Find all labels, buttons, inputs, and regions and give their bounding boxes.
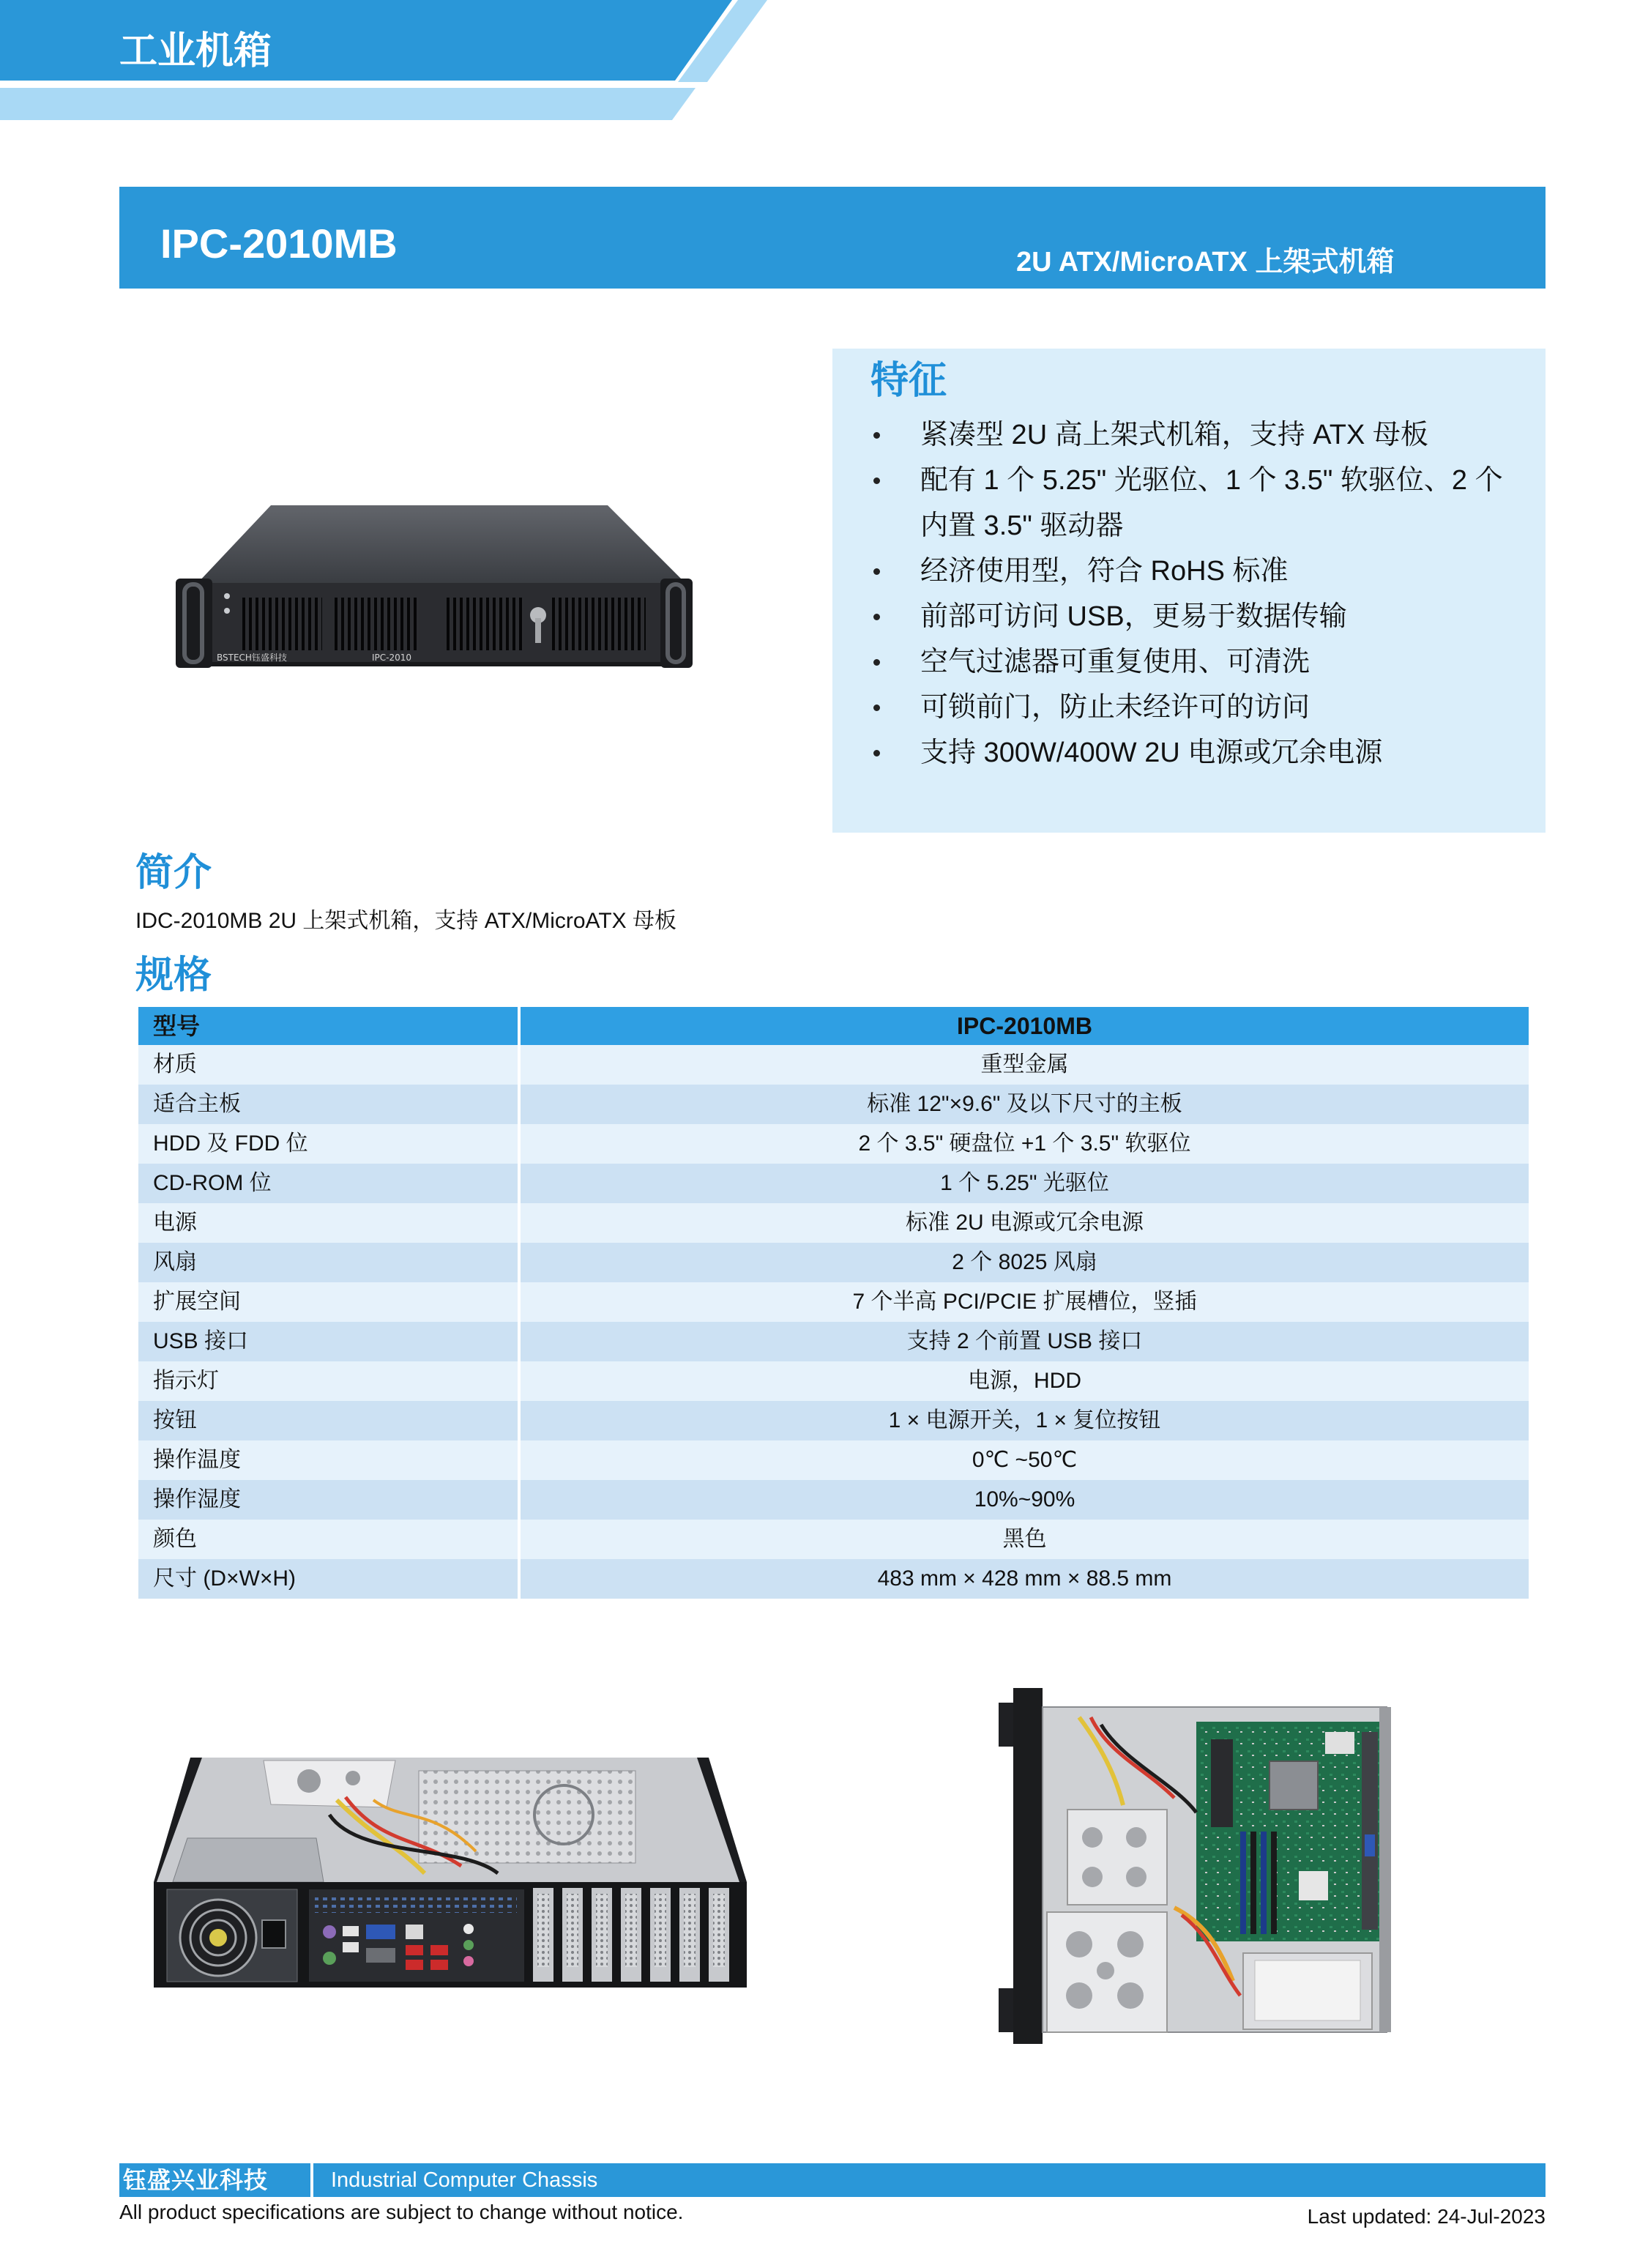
feature-item [860, 549, 1506, 594]
section-title: 工业机箱 [119, 30, 272, 72]
spec-row [138, 1203, 1529, 1243]
product-subtitle: 2U ATX/MicroATX 上架式机箱 [1016, 247, 1395, 278]
spec-row [138, 1520, 1529, 1559]
bullet-icon [873, 477, 880, 484]
footer-divider [310, 2163, 313, 2197]
feature-text: 空气过滤器可重复使用、可清洗 [920, 647, 1310, 677]
spec-label: 操作湿度 [138, 1480, 521, 1520]
spec-row [138, 1045, 1529, 1085]
intro-title: 简介 [135, 852, 212, 894]
spec-row [138, 1322, 1529, 1361]
spec-row [138, 1361, 1529, 1401]
spec-value: 2 个 3.5" 硬盘位 +1 个 3.5" 软驱位 [858, 1131, 1191, 1156]
feature-item [860, 639, 1506, 685]
bullet-icon [873, 750, 880, 756]
spec-value: 7 个半高 PCI/PCIE 扩展槽位，竖插 [852, 1290, 1197, 1314]
spec-label: CD-ROM 位 [138, 1164, 521, 1203]
spec-header-row [138, 1007, 1529, 1045]
spec-value: 支持 2 个前置 USB 接口 [906, 1329, 1143, 1353]
feature-item [860, 594, 1506, 639]
spec-value: 1 个 5.25" 光驱位 [940, 1171, 1109, 1195]
spec-value: 标准 12"×9.6" 及以下尺寸的主板 [867, 1092, 1182, 1116]
front-model-mark: IPC-2010 [372, 652, 412, 663]
spec-value: 10%~90% [974, 1487, 1075, 1512]
spec-row [138, 1243, 1529, 1282]
features-list [860, 412, 1506, 776]
feature-text: 经济使用型，符合 RoHS 标准 [920, 556, 1289, 587]
bullet-icon [873, 568, 880, 575]
spec-value: 1 × 电源开关，1 × 复位按钮 [888, 1408, 1161, 1432]
spec-label: 扩展空间 [138, 1282, 521, 1322]
product-model: IPC-2010MB [160, 220, 398, 267]
front-brand-mark: BSTECH钰盛科技 [217, 652, 287, 663]
feature-item [860, 412, 1506, 458]
interior-chassis-photo [999, 1688, 1394, 2044]
spec-value: 标准 2U 电源或冗余电源 [905, 1211, 1144, 1235]
spec-label: 电源 [138, 1203, 521, 1243]
header-banner [0, 0, 776, 124]
feature-text: 可锁前门，防止未经许可的访问 [920, 692, 1310, 723]
spec-label: HDD 及 FDD 位 [138, 1124, 521, 1164]
footer-disclaimer: All product specifications are subject to change without notice. [119, 2201, 684, 2223]
spec-value: 483 mm × 428 mm × 88.5 mm [877, 1566, 1172, 1591]
spec-label: 按钮 [138, 1401, 521, 1440]
rear-chassis-photo [154, 1756, 747, 1990]
bullet-icon [873, 614, 880, 620]
feature-text: 支持 300W/400W 2U 电源或冗余电源 [920, 737, 1383, 768]
spec-header-label: 型号 [138, 1007, 521, 1045]
spec-row [138, 1559, 1529, 1599]
intro-text: IDC-2010MB 2U 上架式机箱，支持 ATX/MicroATX 母板 [135, 909, 676, 933]
bullet-icon [873, 432, 880, 439]
spec-row [138, 1282, 1529, 1322]
feature-text: 紧凑型 2U 高上架式机箱，支持 ATX 母板 [920, 420, 1428, 450]
spec-header-value: IPC-2010MB [957, 1013, 1092, 1039]
spec-label: USB 接口 [138, 1322, 521, 1361]
spec-value: 0℃ ~50℃ [972, 1448, 1078, 1472]
spec-row [138, 1440, 1529, 1480]
footer-category: Industrial Computer Chassis [331, 2168, 598, 2192]
features-title: 特征 [870, 360, 947, 402]
footer-company: 钰盛兴业科技 [123, 2167, 269, 2193]
bullet-icon [873, 704, 880, 711]
spec-row [138, 1085, 1529, 1124]
spec-row [138, 1164, 1529, 1203]
spec-label: 指示灯 [138, 1361, 521, 1401]
spec-label: 尺寸 (D×W×H) [138, 1559, 521, 1599]
spec-row [138, 1401, 1529, 1440]
footer-updated: Last updated: 24-Jul-2023 [1307, 2205, 1546, 2228]
spec-label: 适合主板 [138, 1085, 521, 1124]
spec-label: 颜色 [138, 1520, 521, 1559]
spec-value: 重型金属 [980, 1052, 1069, 1077]
specs-title: 规格 [135, 954, 212, 997]
spec-row [138, 1480, 1529, 1520]
feature-item [860, 685, 1506, 730]
bullet-icon [873, 659, 880, 666]
spec-value: 电源，HDD [968, 1369, 1081, 1393]
feature-text: 配有 1 个 5.25" 光驱位、1 个 3.5" 软驱位、2 个内置 3.5" 驱动器 [920, 465, 1503, 541]
spec-body [138, 1045, 1529, 1599]
spec-value: 黑色 [1002, 1527, 1047, 1551]
feature-item [860, 730, 1506, 776]
spec-label: 操作温度 [138, 1440, 521, 1480]
feature-item [860, 458, 1506, 549]
front-chassis-photo [168, 498, 696, 681]
spec-label: 材质 [138, 1045, 521, 1085]
spec-table [138, 1007, 1529, 1599]
spec-row [138, 1124, 1529, 1164]
spec-value: 2 个 8025 风扇 [952, 1250, 1097, 1274]
spec-label: 风扇 [138, 1243, 521, 1282]
feature-text: 前部可访问 USB，更易于数据传输 [920, 601, 1347, 632]
